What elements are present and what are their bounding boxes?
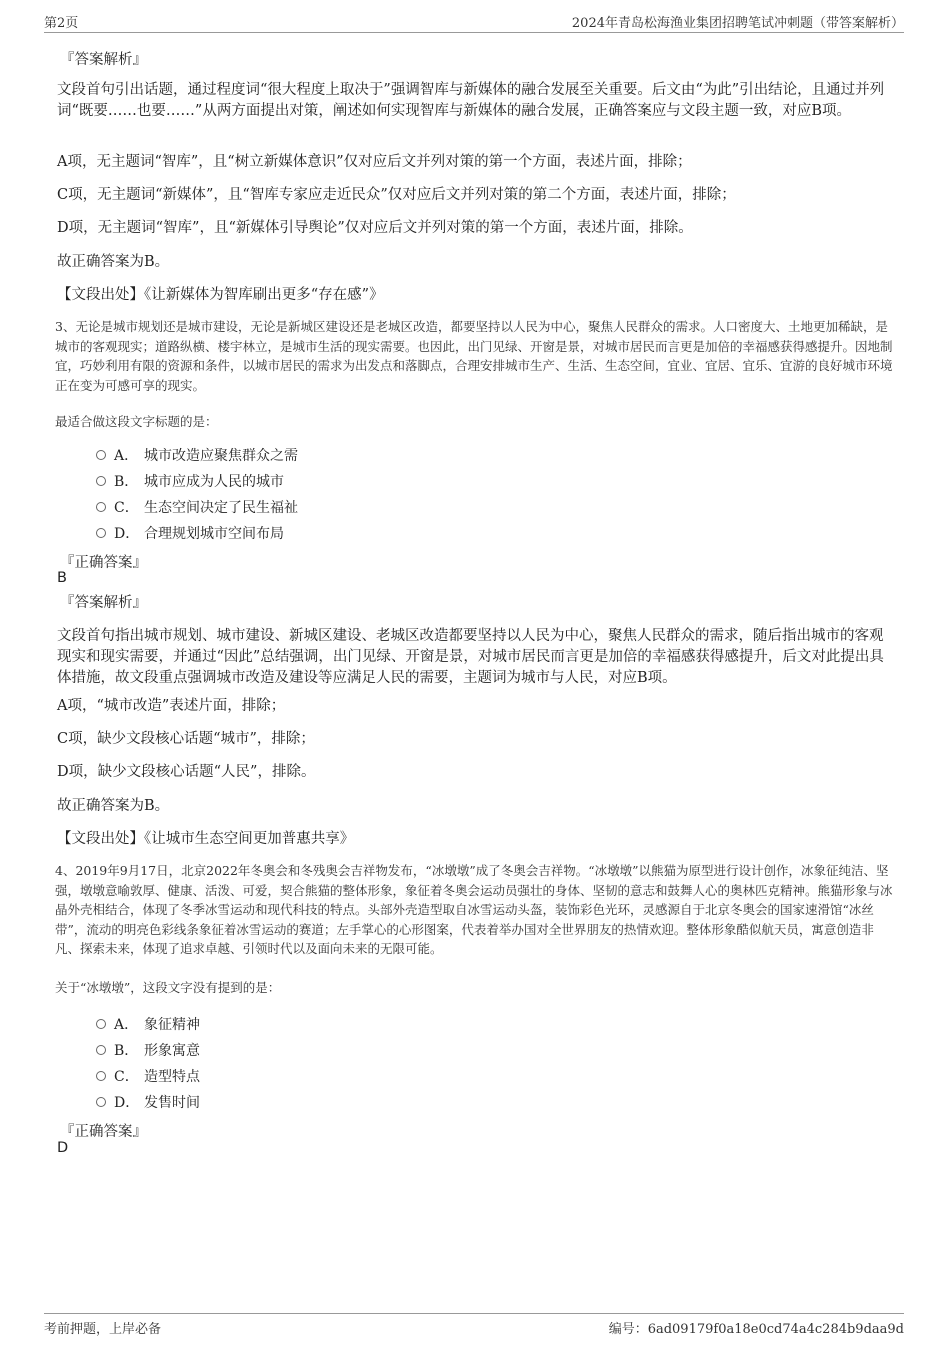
q3-option-d-note: D项，缺少文段核心话题“人民”，排除。 xyxy=(57,764,316,780)
q3-correct-answer: B xyxy=(57,570,67,586)
footer-serial: 编号：6ad09179f0a18e0cd74a4c284b9daa9d xyxy=(608,1322,904,1337)
q3-source: 【文段出处】《让城市生态空间更加普惠共享》 xyxy=(57,831,355,847)
q4-option-c[interactable]: C． 造型特点 xyxy=(96,1066,200,1086)
document-title: 2024年青岛松海渔业集团招聘笔试冲刺题（带答案解析） xyxy=(571,16,904,31)
q2-option-a-note: A项，无主题词“智库”，且“树立新媒体意识”仅对应后文并列对策的第一个方面，表述片面，排除； xyxy=(57,154,692,170)
q2-option-c-note: C项，无主题词“新媒体”，且“智库专家应走近民众”仅对应后文并列对策的第二个方面，表述片面，排除； xyxy=(57,187,736,203)
q3-option-a-note: A项，“城市改造”表述片面，排除； xyxy=(57,698,286,714)
q2-analysis: 文段首句引出话题，通过程度词“很大程度上取决于”强调智库与新媒体的融合发展至关重要。后文由“为此”引出结论，且通过并列词“既要……也要……”从两方面提出对策，阐述如何实现智库与新媒体的融合发展，正确答案应与文段主题一致，对应B项。 xyxy=(57,82,885,119)
page-header xyxy=(44,12,904,33)
q4-option-a[interactable]: A． 象征精神 xyxy=(96,1014,200,1034)
page-footer xyxy=(44,1313,904,1336)
radio-icon[interactable] xyxy=(96,1019,106,1029)
radio-icon[interactable] xyxy=(96,528,106,538)
q2-analysis-label: 『答案解析』 xyxy=(60,52,147,68)
radio-icon[interactable] xyxy=(96,1045,106,1055)
q4-option-b[interactable]: B． 形象寓意 xyxy=(96,1040,200,1060)
q3-analysis: 文段首句指出城市规划、城市建设、新城区建设、老城区改造都要坚持以人民为中心，聚焦人民群众的需求，随后指出城市的客观现实和现实需要，并通过“因此”总结强调，出门见绿、开窗是景，对城市居民而言更是加倍的幸福感获得感提升，后文对此提出具体措施，故文段重点强调城市改造及建设等应满足人民的需要，主题词为城市与人民，对应B项。 xyxy=(57,628,884,686)
q3-correct-label: 『正确答案』 xyxy=(60,555,147,571)
q3-option-c-note: C项，缺少文段核心话题“城市”，排除； xyxy=(57,731,315,747)
q4-correct-answer: D xyxy=(57,1140,69,1156)
page-number: 第2页 xyxy=(44,16,79,31)
radio-icon[interactable] xyxy=(96,476,106,486)
q3-prompt: 最适合做这段文字标题的是： xyxy=(55,414,218,429)
radio-icon[interactable] xyxy=(96,450,106,460)
q2-source: 【文段出处】《让新媒体为智库刷出更多“存在感”》 xyxy=(57,287,384,303)
q3-conclusion: 故正确答案为B。 xyxy=(57,798,170,814)
q4-prompt: 关于“冰墩墩”，这段文字没有提到的是： xyxy=(55,980,281,995)
q3-option-c[interactable]: C． 生态空间决定了民生福祉 xyxy=(96,497,298,517)
q4-correct-label: 『正确答案』 xyxy=(60,1124,147,1140)
q2-conclusion: 故正确答案为B。 xyxy=(57,254,170,270)
radio-icon[interactable] xyxy=(96,502,106,512)
radio-icon[interactable] xyxy=(96,1071,106,1081)
radio-icon[interactable] xyxy=(96,1097,106,1107)
q3-stem: 3、无论是城市规划还是城市建设，无论是新城区建设还是老城区改造，都要坚持以人民为中心，聚焦人民群众的需求。人口密度大、土地更加稀缺，是城市的客观现实；道路纵横、楼宇林立，是城市生活的现实需要。也因此，出门见绿、开窗是景，对城市居民而言更是加倍的幸福感获得感提升。因地制宜，巧妙利用有限的资源和条件，以城市居民的需求为出发点和落脚点，合理安排城市生产、生活、生态空间，宜业、宜居、宜乐、宜游的良好城市环境正在变为可感可享的现实。 xyxy=(55,319,893,393)
q2-option-d-note: D项，无主题词“智库”，且“新媒体引导舆论”仅对应后文并列对策的第一个方面，表述片面，排除。 xyxy=(57,220,693,236)
q3-analysis-label: 『答案解析』 xyxy=(60,595,147,611)
q3-option-a[interactable]: A． 城市改造应聚焦群众之需 xyxy=(96,445,298,465)
q3-option-b[interactable]: B． 城市应成为人民的城市 xyxy=(96,471,284,491)
footer-slogan: 考前押题，上岸必备 xyxy=(44,1322,162,1337)
q4-option-d[interactable]: D． 发售时间 xyxy=(96,1092,200,1112)
q3-option-d[interactable]: D． 合理规划城市空间布局 xyxy=(96,523,284,543)
q4-stem: 4、2019年9月17日，北京2022年冬奥会和冬残奥会吉祥物发布，“冰墩墩”成了冬奥会吉祥物。“冰墩墩”以熊猫为原型进行设计创作，冰象征纯洁、坚强，墩墩意喻敦厚、健康、活泼、可爱，契合熊猫的整体形象，象征着冬奥会运动员强壮的身体、坚韧的意志和鼓舞人心的奥林匹克精神。熊猫形象与冰晶外壳相结合，体现了冬季冰雪运动和现代科技的特点。头部外壳造型取自冰雪运动头盔，装饰彩色光环，灵感源自于北京冬奥会的国家速滑馆“冰丝带”，流动的明亮色彩线条象征着冰雪运动的赛道；左手掌心的心形图案，代表着举办国对全世界朋友的热情欢迎。整体形象酷似航天员，寓意创造非凡、探索未来，体现了追求卓越、引领时代以及面向未来的无限可能。 xyxy=(55,863,893,956)
